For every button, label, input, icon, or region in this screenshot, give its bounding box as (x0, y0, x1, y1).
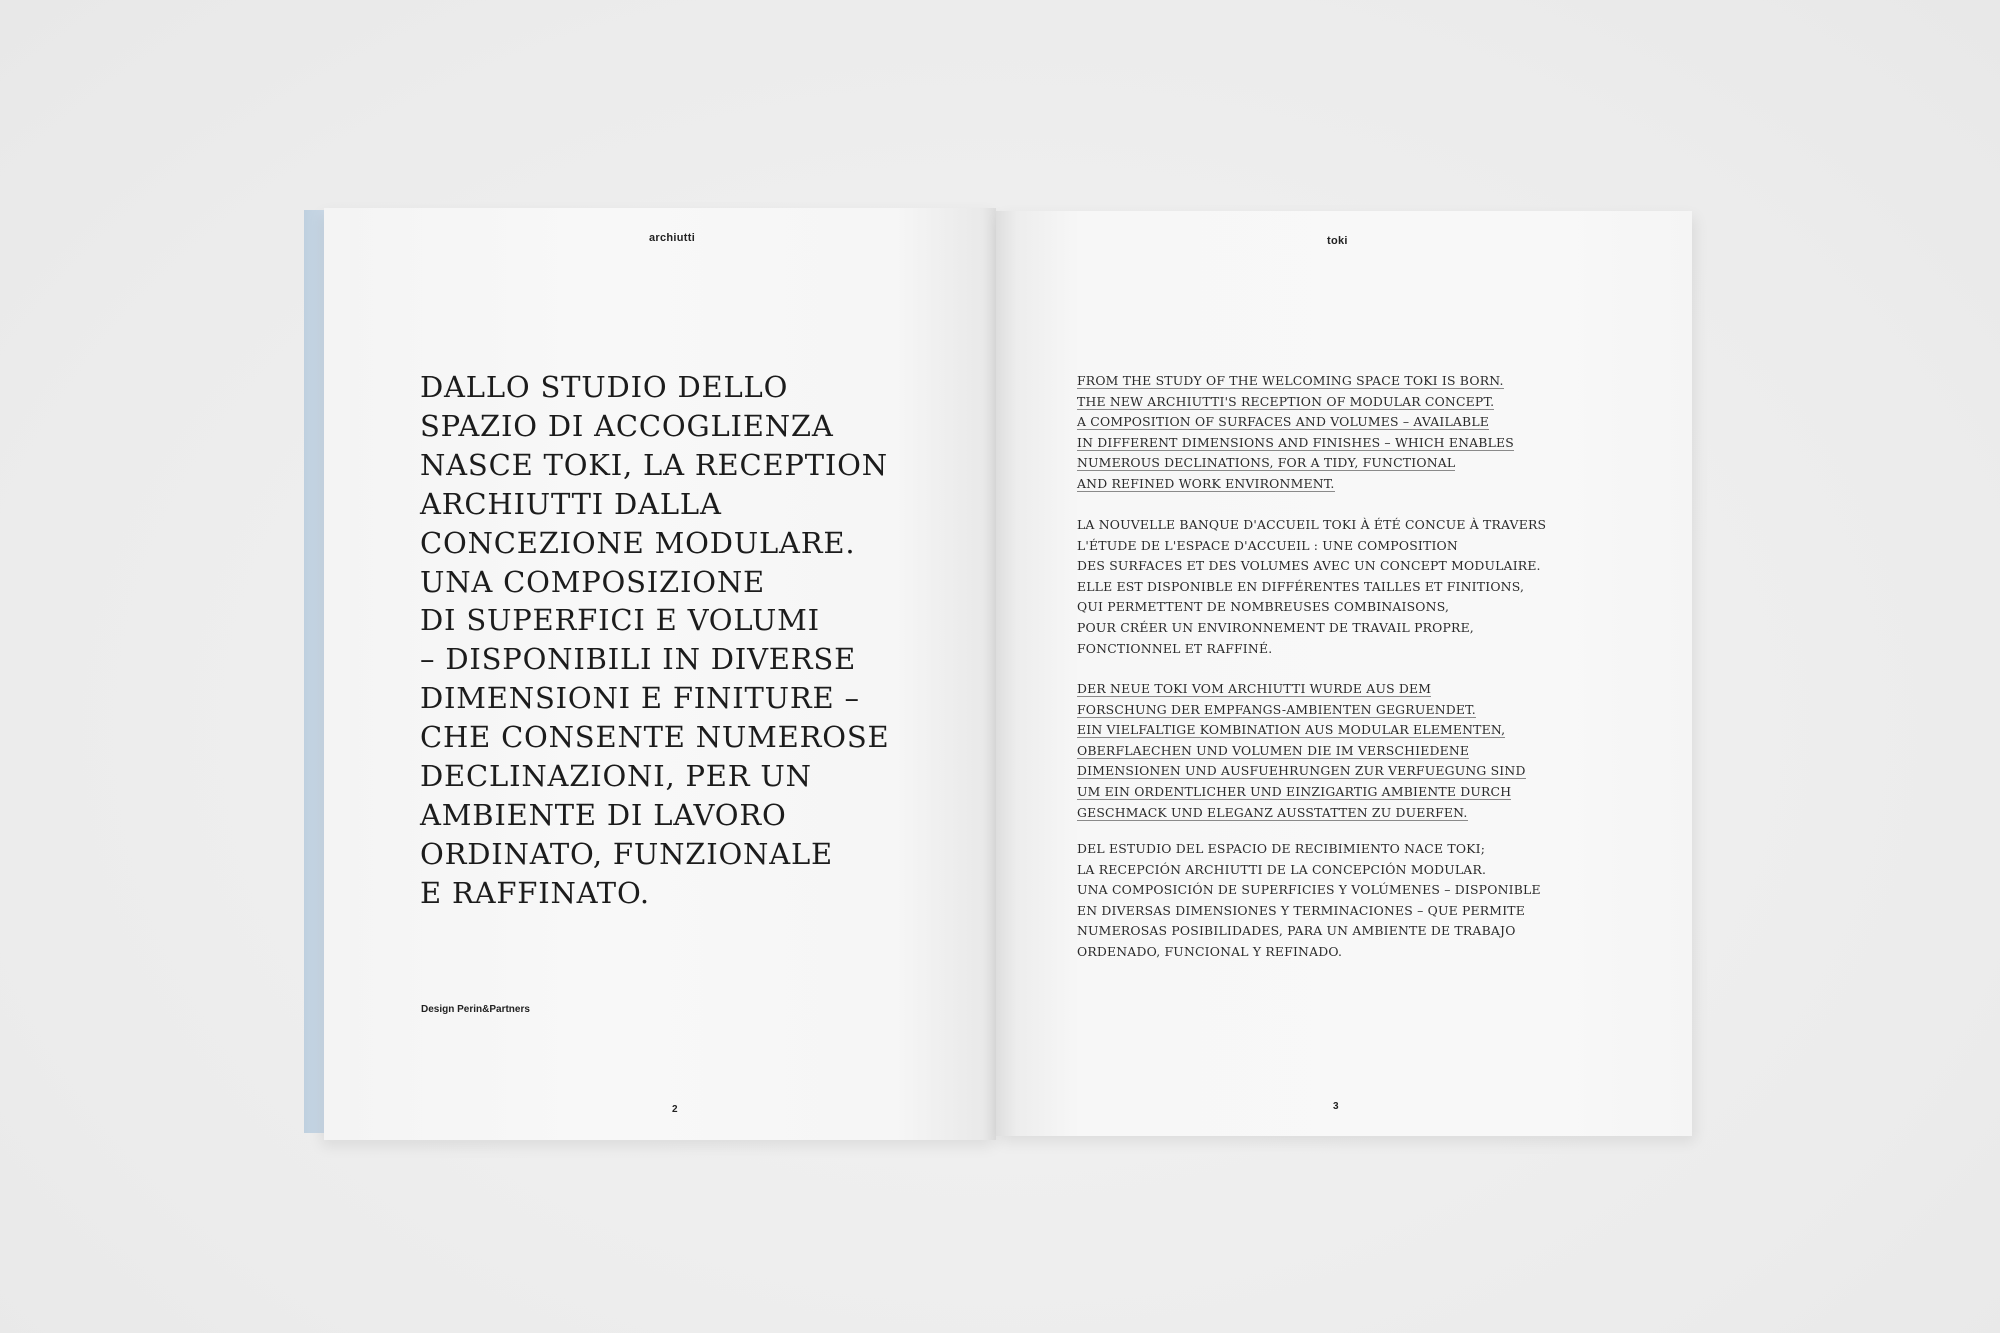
intro-line: E RAFFINATO. (420, 875, 650, 910)
paragraph-line: ORDENADO, FUNCIONAL Y REFINADO. (1077, 943, 1343, 959)
page-number-right: 3 (1333, 1101, 1339, 1112)
paragraph-line: EN DIVERSAS DIMENSIONES Y TERMINACIONES – QUE PERMITE (1077, 902, 1525, 918)
german-paragraph (1077, 679, 1637, 823)
design-credit: Design Perin&Partners (421, 1004, 530, 1015)
paragraph-line: QUI PERMETTENT DE NOMBREUSES COMBINAISONS, (1077, 599, 1450, 615)
paragraph-line: FORSCHUNG DER EMPFANGS-AMBIENTEN GEGRUENDET. (1077, 701, 1476, 717)
paragraph-line: ELLE EST DISPONIBLE EN DIFFÉRENTES TAILLES ET FINITIONS, (1077, 578, 1525, 594)
paragraph-line: UNA COMPOSICIÓN DE SUPERFICIES Y VOLÚMENES – DISPONIBLE (1077, 882, 1541, 898)
paragraph-line: DIMENSIONEN UND AUSFUEHRUNGEN ZUR VERFUEGUNG SIND (1077, 763, 1526, 779)
paragraph-line: UM EIN ORDENTLICHER UND EINZIGARTIG AMBIENTE DURCH (1077, 783, 1512, 799)
paragraph-line: THE NEW ARCHIUTTI'S RECEPTION OF MODULAR CONCEPT. (1077, 393, 1495, 409)
intro-line: CHE CONSENTE NUMEROSE (420, 720, 890, 755)
intro-line: NASCE TOKI, LA RECEPTION (420, 447, 888, 482)
paragraph-line: POUR CRÉER UN ENVIRONNEMENT DE TRAVAIL PROPRE, (1077, 619, 1474, 635)
intro-line: DI SUPERFICI E VOLUMI (420, 603, 820, 638)
intro-line: – DISPONIBILI IN DIVERSE (420, 642, 857, 677)
paragraph-line: FROM THE STUDY OF THE WELCOMING SPACE TOKI IS BORN. (1077, 373, 1504, 388)
intro-line: SPAZIO DI ACCOGLIENZA (420, 408, 834, 443)
intro-line: DALLO STUDIO DELLO (420, 370, 789, 404)
intro-line: DECLINAZIONI, PER UN (420, 759, 812, 794)
paragraph-line: NUMEROSAS POSIBILIDADES, PARA UN AMBIENTE DE TRABAJO (1077, 923, 1516, 939)
paragraph-line: NUMEROUS DECLINATIONS, FOR A TIDY, FUNCTIONAL (1077, 455, 1456, 471)
paragraph-line: DEL ESTUDIO DEL ESPACIO DE RECIBIMIENTO NACE TOKI; (1077, 841, 1486, 856)
intro-line: ARCHIUTTI DALLA (420, 486, 722, 521)
paragraph-line: AND REFINED WORK ENVIRONMENT. (1077, 475, 1335, 491)
right-page-header: toki (1327, 235, 1348, 247)
paragraph-line: IN DIFFERENT DIMENSIONS AND FINISHES – WHICH ENABLES (1077, 434, 1514, 450)
intro-line: DIMENSIONI E FINITURE – (420, 681, 860, 716)
french-paragraph (1077, 515, 1637, 659)
italian-intro-text (420, 368, 940, 913)
left-page-header: archiutti (649, 232, 696, 244)
paragraph-line: LA RECEPCIÓN ARCHIUTTI DE LA CONCEPCIÓN MODULAR. (1077, 861, 1487, 877)
paragraph-line: L'ÉTUDE DE L'ESPACE D'ACCUEIL : UNE COMPOSITION (1077, 537, 1458, 553)
paragraph-line: DES SURFACES ET DES VOLUMES AVEC UN CONCEPT MODULAIRE. (1077, 558, 1541, 574)
paragraph-line: GESCHMACK UND ELEGANZ AUSSTATTEN ZU DUERFEN. (1077, 804, 1468, 820)
paragraph-line: LA NOUVELLE BANQUE D'ACCUEIL TOKI À ÉTÉ CONCUE À TRAVERS (1077, 517, 1547, 532)
page-number-left: 2 (672, 1104, 678, 1115)
paragraph-line: DER NEUE TOKI VOM ARCHIUTTI WURDE AUS DEM (1077, 681, 1432, 696)
intro-line: UNA COMPOSIZIONE (420, 564, 765, 599)
paragraph-line: OBERFLAECHEN UND VOLUMEN DIE IM VERSCHIEDENE (1077, 742, 1470, 758)
intro-line: AMBIENTE DI LAVORO (420, 797, 787, 832)
left-page (324, 208, 996, 1140)
intro-line: CONCEZIONE MODULARE. (420, 525, 856, 560)
english-paragraph (1077, 371, 1637, 495)
paragraph-line: FONCTIONNEL ET RAFFINÉ. (1077, 640, 1273, 656)
intro-line: ORDINATO, FUNZIONALE (420, 836, 833, 871)
spanish-paragraph (1077, 839, 1637, 963)
paragraph-line: A COMPOSITION OF SURFACES AND VOLUMES – AVAILABLE (1077, 414, 1490, 430)
paragraph-line: EIN VIELFALTIGE KOMBINATION AUS MODULAR ELEMENTEN, (1077, 722, 1506, 738)
right-page (996, 211, 1692, 1136)
